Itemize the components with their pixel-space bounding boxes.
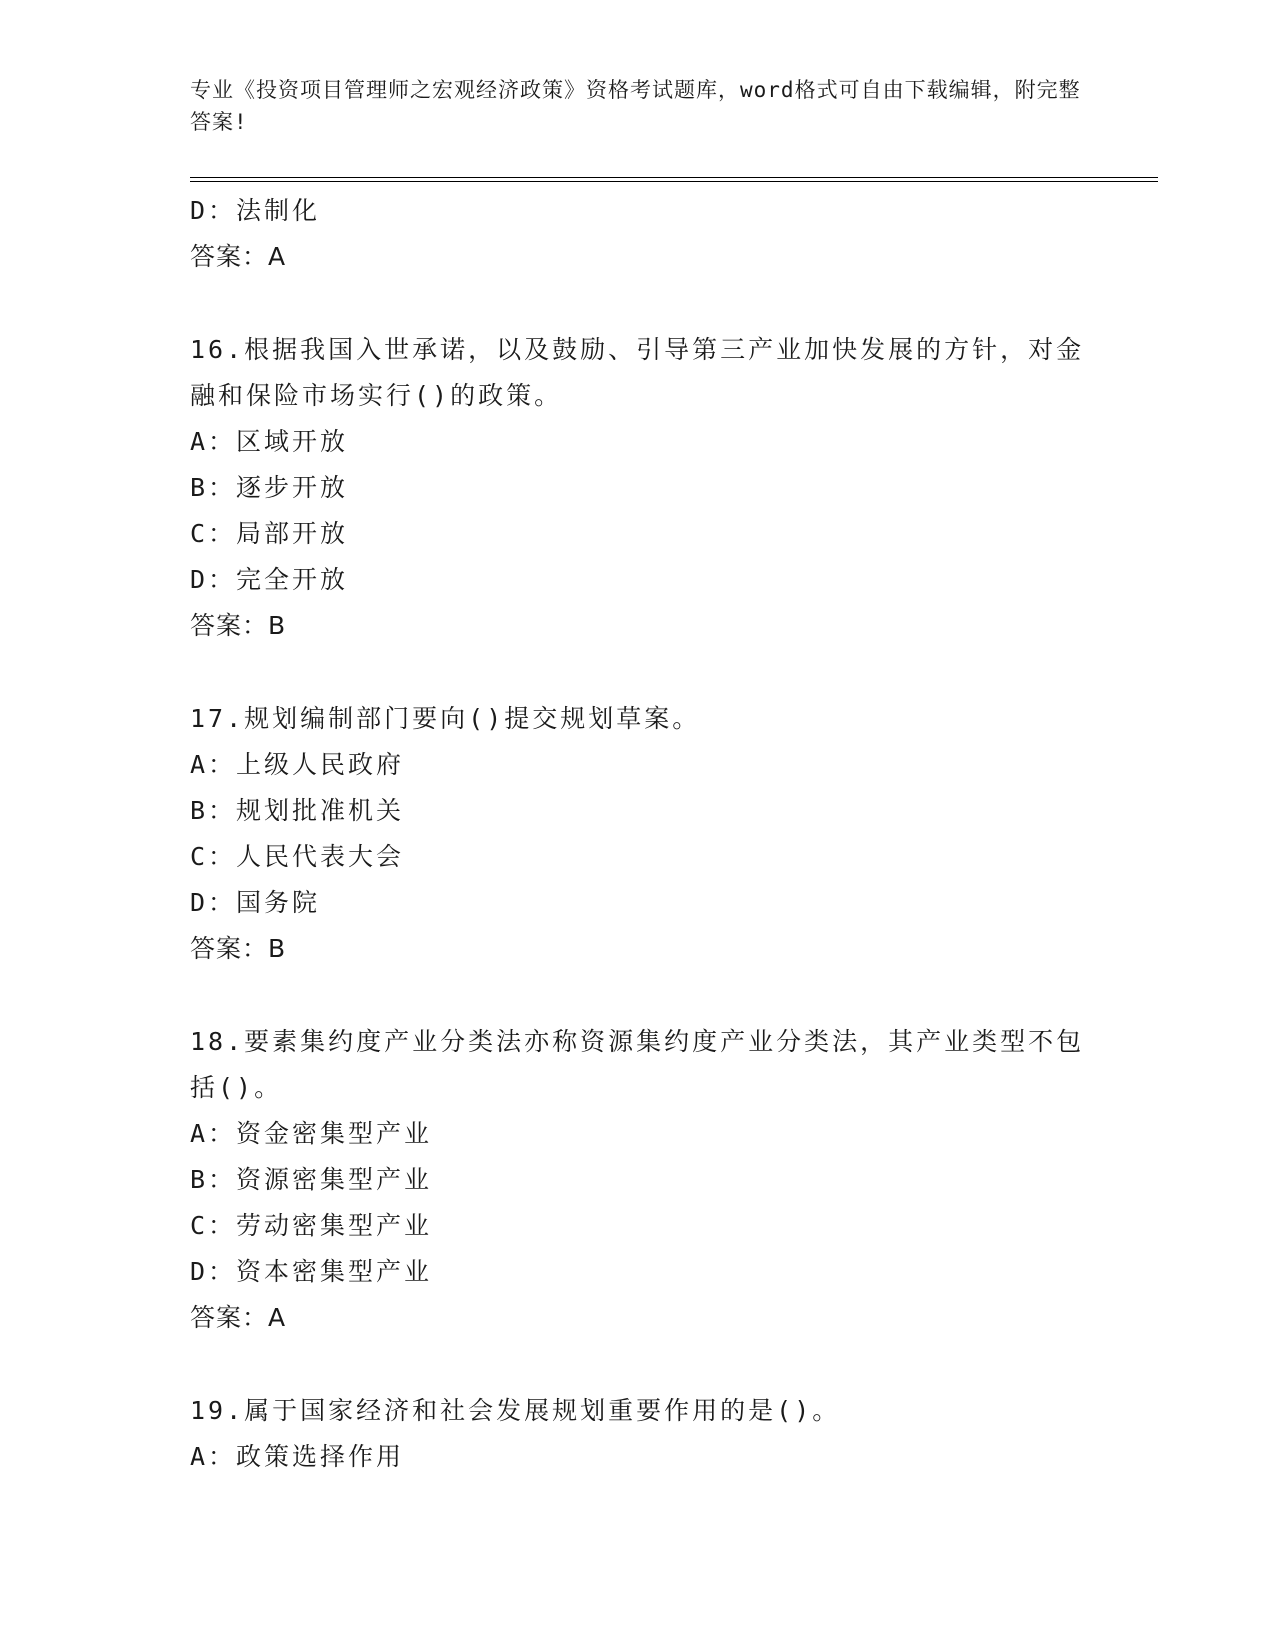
document-header: 专业《投资项目管理师之宏观经济政策》资格考试题库，word格式可自由下载编辑，附完整答案! [190, 78, 1081, 134]
option-b: B：规划批准机关 [190, 796, 405, 825]
question-list [190, 188, 1090, 1480]
question-block [190, 696, 1090, 972]
answer-line: 答案：A [190, 1303, 287, 1332]
header-divider-top [190, 177, 1158, 178]
option-d: D：完全开放 [190, 565, 349, 594]
option-d: D：法制化 [190, 196, 321, 225]
question-block [190, 1019, 1090, 1341]
option-a: A：区域开放 [190, 427, 349, 456]
option-d: D：资本密集型产业 [190, 1257, 433, 1286]
question-stem: 18.要素集约度产业分类法亦称资源集约度产业分类法，其产业类型不包括()。 [190, 1027, 1085, 1102]
option-b: B：逐步开放 [190, 473, 349, 502]
spacer [190, 1341, 1090, 1388]
option-c: C：人民代表大会 [190, 842, 405, 871]
answer-line: 答案：B [190, 934, 287, 963]
answer-line: 答案：B [190, 611, 287, 640]
option-c: C：劳动密集型产业 [190, 1211, 433, 1240]
spacer [190, 280, 1090, 327]
option-c: C：局部开放 [190, 519, 349, 548]
option-d: D：国务院 [190, 888, 321, 917]
header-divider-bottom [190, 181, 1158, 182]
question-stem: 17.规划编制部门要向()提交规划草案。 [190, 704, 701, 733]
spacer [190, 649, 1090, 696]
question-stem: 19.属于国家经济和社会发展规划重要作用的是()。 [190, 1396, 841, 1425]
question-block [190, 1388, 1090, 1480]
spacer [190, 972, 1090, 1019]
answer-line: 答案：A [190, 242, 287, 271]
option-b: B：资源密集型产业 [190, 1165, 433, 1194]
option-a: A：资金密集型产业 [190, 1119, 433, 1148]
question-stem: 16.根据我国入世承诺，以及鼓励、引导第三产业加快发展的方针，对金融和保险市场实行()的政策。 [190, 335, 1085, 410]
option-a: A：政策选择作用 [190, 1442, 405, 1471]
option-a: A：上级人民政府 [190, 750, 405, 779]
question-block [190, 327, 1090, 649]
